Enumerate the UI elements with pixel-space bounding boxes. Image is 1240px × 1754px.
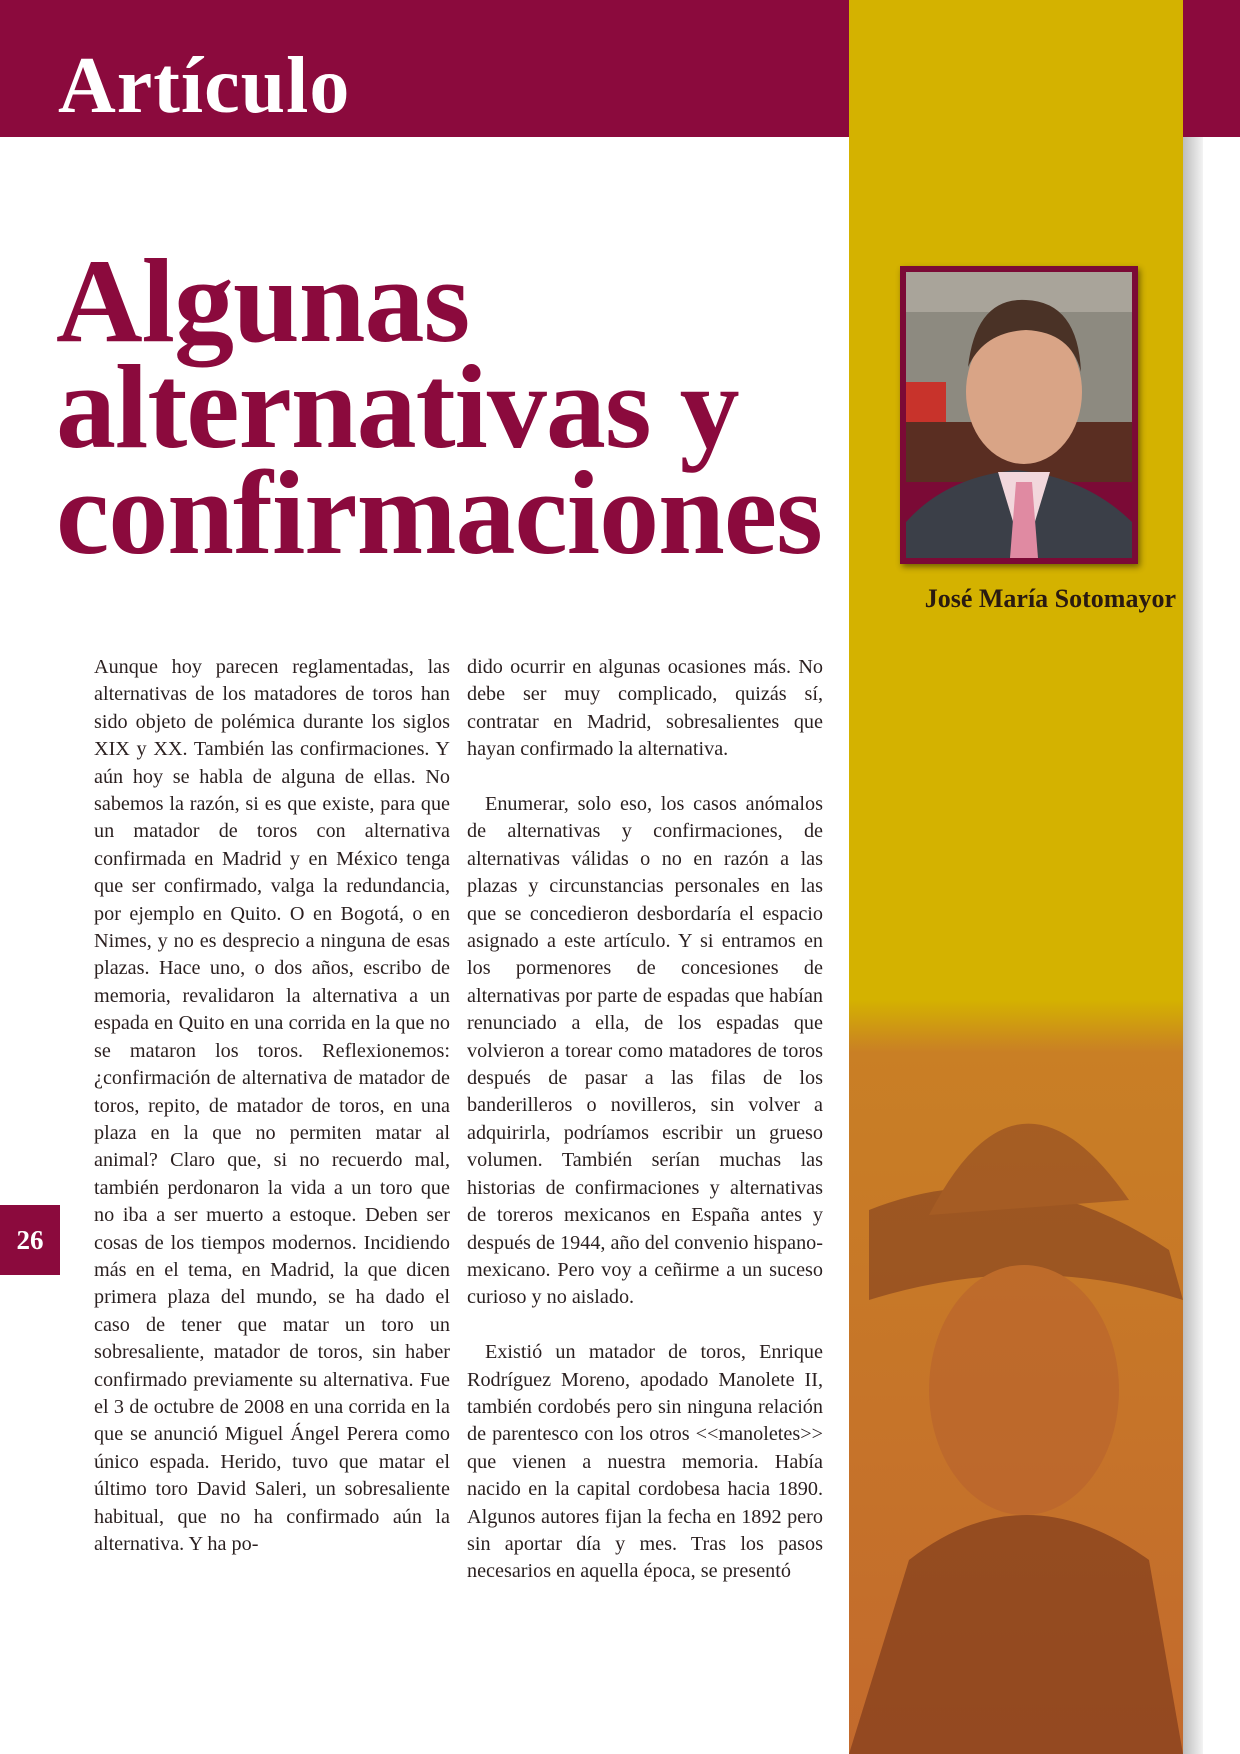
article-column-2 bbox=[467, 654, 823, 1586]
section-label: Artículo bbox=[58, 42, 351, 130]
page-number: 26 bbox=[0, 1205, 60, 1275]
author-name: José María Sotomayor bbox=[924, 584, 1176, 613]
section-header-bar-right bbox=[1183, 0, 1240, 137]
author-photo bbox=[906, 272, 1132, 558]
author-photo-frame bbox=[900, 266, 1138, 564]
background-vintage-portrait bbox=[849, 1000, 1183, 1754]
article-column-1 bbox=[94, 654, 450, 1558]
paragraph: Aunque hoy parecen reglamentadas, las alternativas de los matadores de toros han sido objeto de polémica durante los siglos XIX y XX. También las confirmaciones. Y aún hoy se habla de alguna de ellas. No sabemos la razón, si es que existe, para que un matador de toros con alternativa confirmada en Madrid y en México tenga que ser confirmado, valga la redundancia, por ejemplo en Quito. O en Bogotá, o en Nimes, y no es desprecio a ninguna de esas plazas. Hace uno, o dos años, escribo de memoria, revalidaron la alternativa a un espada en Quito en una corrida en la que no se mataron los toros. Reflexionemos: ¿confirmación de alternativa de matador de toros, repito, de matador de toros, en una plaza en la que no permiten matar al animal? Claro que, si no recuerdo mal, también perdonaron la vida a un toro que no iba a ser muerto a estoque. Deben ser cosas de los tiempos modernos. Incidiendo más en el tema, en Madrid, la que dicen primera plaza del mundo, se ha dado el caso de tener que matar un toro un sobresaliente, matador de toros, sin haber confirmado previamente su alternativa. Fue el 3 de octubre de 2008 en una corrida en la que se anunció Miguel Ángel Perera como único espada. Herido, tuvo que matar el último toro David Saleri, un sobresaliente habitual, que no ha confirmado aún la alternativa. Y ha po- bbox=[94, 656, 450, 1555]
paragraph: dido ocurrir en algunas ocasiones más. No debe ser muy complicado, quizás sí, contratar en Madrid, sobresalientes que hayan confirmado la alternativa. bbox=[467, 656, 823, 761]
page-edge-shadow bbox=[1183, 137, 1203, 1754]
paragraph: Existió un matador de toros, Enrique Rodríguez Moreno, apodado Manolete II, también cordobés pero sin ninguna relación de parentesco con los otros <<manoletes>> que vienen a nuestra memoria. Había nacido en la capital cordobesa hacia 1890. Algunos autores fijan la fecha en 1892 pero sin aportar día y mes. Tras los pasos necesarios en aquella época, se presentó bbox=[467, 1341, 823, 1583]
paragraph: Enumerar, solo eso, los casos anómalos de alternativas y confirmaciones, de alternativas válidas o no en razón a las plazas y circunstancias personales en las que se concedieron desbordaría el espacio asignado a este artículo. Y si entramos en los pormenores de concesiones de alternativas por parte de espadas que habían renunciado a ella, de los espadas que volvieron a torear como matadores de toros después de pasar a las filas de los banderilleros o novilleros, sin volver a adquirirla, podríamos escribir un grueso volumen. También serían muchas las historias de confirmaciones y alternativas de toreros mexicanos en España antes y después de 1944, año del convenio hispano-mexicano. Pero voy a ceñirme a un suceso curioso y no aislado. bbox=[467, 793, 824, 1309]
article-title: Algunas alternativas y confirmaciones bbox=[56, 234, 822, 579]
